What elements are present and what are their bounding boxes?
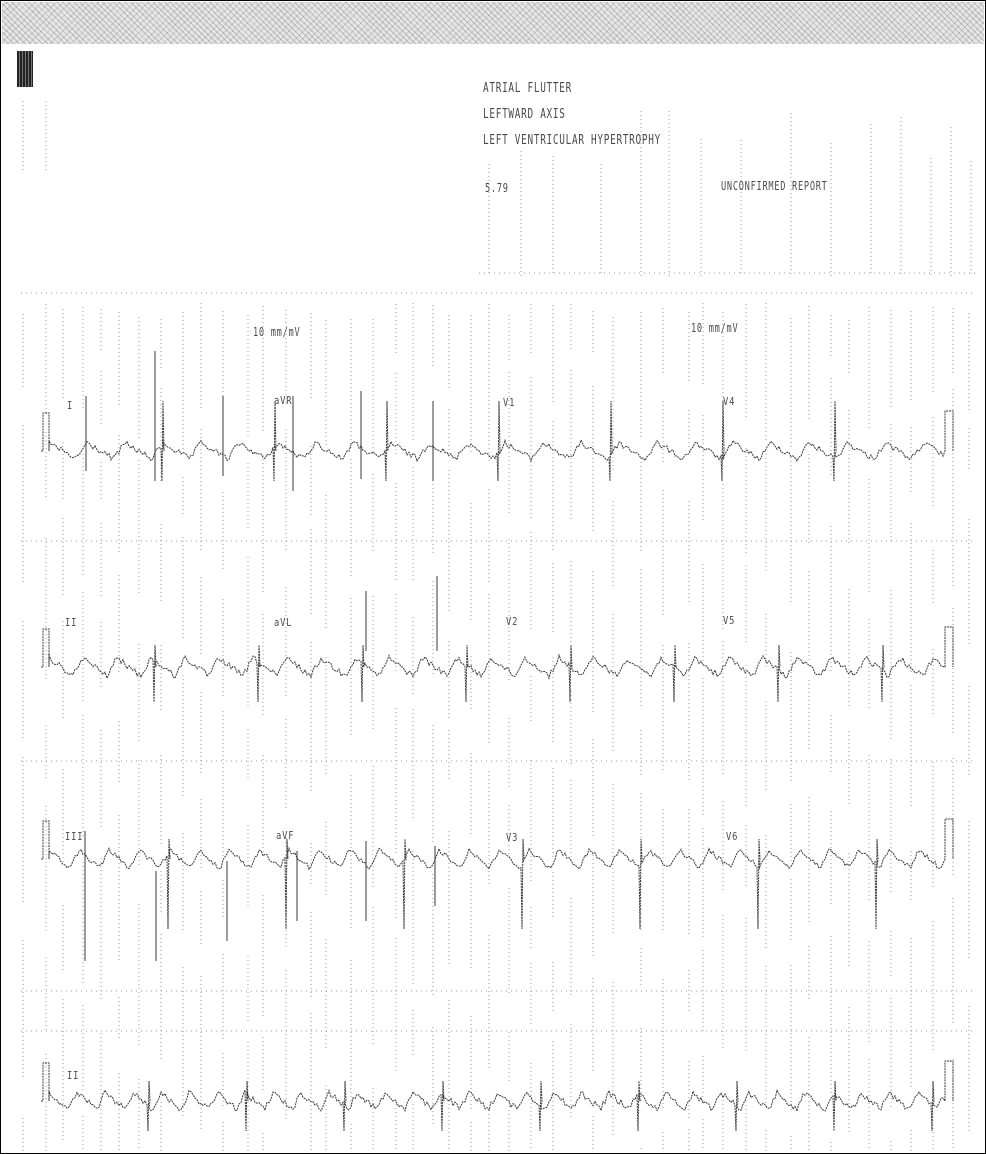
lead-label-V4: V4 (723, 395, 736, 408)
lead-label-V5: V5 (723, 614, 736, 627)
report-id-code: 5.79 (485, 181, 509, 195)
diagnosis-line-2: LEFTWARD AXIS (483, 107, 566, 122)
lead-label-V1: V1 (503, 396, 516, 409)
trace-row-1 (41, 401, 953, 481)
lead-label-V2: V2 (506, 615, 519, 628)
lead-label-I: I (67, 399, 74, 412)
lead-label-V3: V3 (506, 831, 519, 844)
diagnosis-line-1: ATRIAL FLUTTER (483, 81, 572, 96)
lead-label-aVL: aVL (274, 616, 293, 629)
calibration-label-left: 10 mm/mV (253, 325, 301, 339)
lead-label-III: III (65, 830, 84, 843)
lead-label-aVF: aVF (276, 829, 295, 842)
report-status: UNCONFIRMED REPORT (721, 179, 828, 193)
lead-label-aVR: aVR (274, 394, 293, 407)
ecg-traces (1, 1, 985, 1153)
lead-label-rhythm-II: II (67, 1069, 80, 1082)
trace-row-2 (41, 627, 953, 702)
calibration-label-right: 10 mm/mV (691, 321, 739, 335)
lead-label-V6: V6 (726, 830, 739, 843)
trace-row-3 (41, 819, 953, 929)
diagnosis-line-3: LEFT VENTRICULAR HYPERTROPHY (483, 133, 661, 148)
lead-label-II: II (65, 616, 78, 629)
trace-rhythm-strip (41, 1061, 953, 1131)
